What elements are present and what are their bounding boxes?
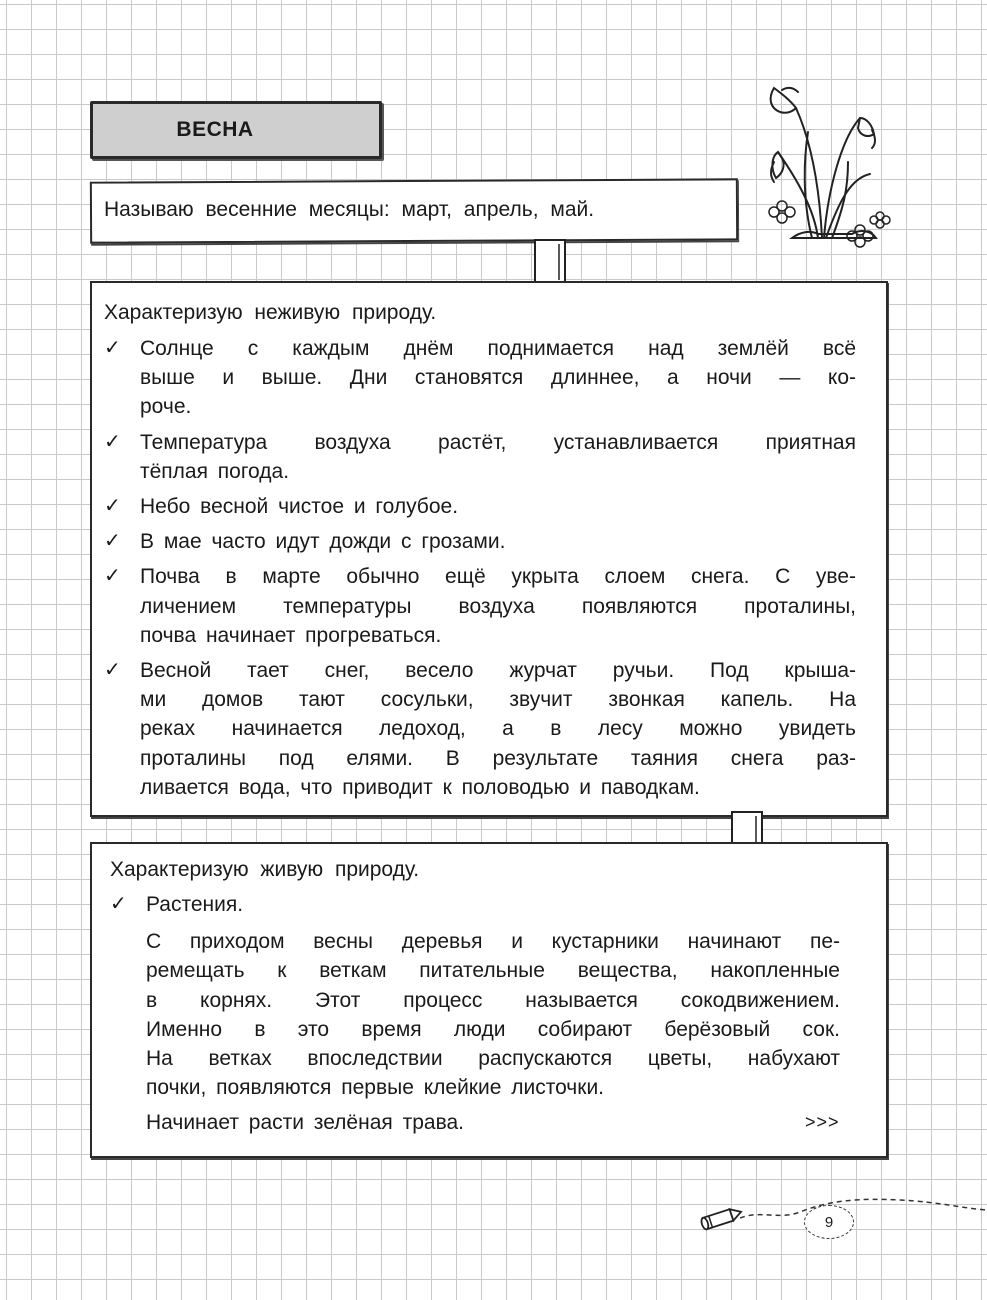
page-number: 9 bbox=[804, 1205, 854, 1239]
text-line: Весной тает снег, весело журчат ручьи. Под крыша- bbox=[140, 659, 856, 683]
pencil-icon bbox=[698, 1200, 746, 1236]
list-item bbox=[104, 492, 856, 521]
list-item bbox=[104, 656, 856, 802]
checkmark-icon: ✓ bbox=[104, 495, 121, 518]
checkmark-icon: ✓ bbox=[110, 893, 127, 915]
living-list-item bbox=[110, 890, 840, 1138]
text-line: Солнце с каждым днём поднимается над землёй всё bbox=[140, 337, 856, 360]
checkmark-icon: ✓ bbox=[104, 430, 121, 453]
checkmark-icon: ✓ bbox=[104, 565, 121, 588]
text-line: в корнях. Этот процесс называется сокодвижением. bbox=[146, 988, 840, 1012]
text-line: Почва в марте обычно ещё укрыта слоем снега. С уве- bbox=[140, 565, 856, 589]
living-heading: Характеризую живую природу. bbox=[110, 858, 420, 881]
text-line: выше и выше. Дни становятся длиннее, а ночи — ко- bbox=[140, 366, 856, 390]
checkmark-icon: ✓ bbox=[104, 337, 121, 359]
snowdrop-illustration-icon bbox=[752, 78, 892, 250]
text-line: почки, появляются первые клейкие листочки. bbox=[146, 1076, 605, 1100]
continue-mark: >>> bbox=[805, 1112, 840, 1132]
checkmark-icon: ✓ bbox=[104, 659, 121, 682]
section-title-text: ВЕСНА bbox=[176, 118, 254, 141]
text-line: тёплая погода. bbox=[140, 459, 290, 483]
text-line: почва начинает прогреваться. bbox=[140, 623, 442, 647]
dashed-path-decoration bbox=[740, 1190, 987, 1230]
nonliving-heading: Характеризую неживую природу. bbox=[104, 301, 437, 324]
text-line: ремещать к веткам питательные вещества, накопленные bbox=[146, 959, 840, 983]
text-line: Небо весной чистое и голубое. bbox=[140, 495, 459, 519]
text-line: В мае часто идут дожди с грозами. bbox=[140, 530, 506, 554]
text-line: реках начинается ледоход, а в лесу можно увидеть bbox=[140, 717, 856, 741]
grass-sentence: Начинает расти зелёная трава. bbox=[146, 1111, 465, 1135]
nonliving-list bbox=[104, 334, 856, 808]
text-line: С приходом весны деревья и кустарники начинают пе- bbox=[146, 930, 840, 954]
list-item bbox=[104, 428, 856, 486]
section-title bbox=[90, 101, 382, 159]
list-item bbox=[104, 527, 856, 556]
text-line: Температура воздуха растёт, устанавливается приятная bbox=[140, 430, 856, 454]
list-item bbox=[104, 334, 856, 422]
list-item bbox=[104, 562, 856, 650]
text-line: личением температуры воздуха появляются проталины, bbox=[140, 594, 856, 618]
months-sentence: Называю весенние месяцы: март, апрель, май. bbox=[104, 198, 595, 221]
text-line: На ветках впоследствии распускаются цветы, набухают bbox=[146, 1047, 840, 1071]
text-line: ми домов тают сосульки, звучит звонкая капель. На bbox=[140, 688, 856, 712]
text-line: роче. bbox=[140, 395, 192, 419]
text-line: ливается вода, что приводит к половодью и паводкам. bbox=[140, 775, 700, 799]
plants-label: Растения. bbox=[146, 893, 244, 916]
text-line: Именно в это время люди собирают берёзовый сок. bbox=[146, 1017, 840, 1041]
checkmark-icon: ✓ bbox=[104, 530, 121, 553]
text-line: проталины под елями. В результате таяния снега раз- bbox=[140, 746, 856, 770]
